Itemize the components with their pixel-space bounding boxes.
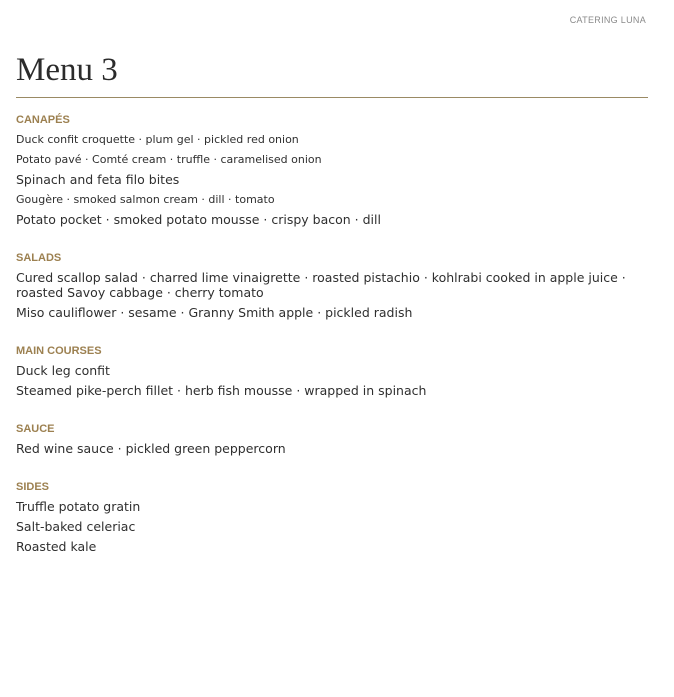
section-sauce	[16, 422, 648, 456]
menu-item: Miso cauliflower · sesame · Granny Smith apple · pickled radish	[16, 305, 413, 320]
section-heading: SIDES	[16, 481, 50, 493]
menu-item: Red wine sauce · pickled green peppercorn	[16, 441, 286, 456]
section-heading: MAIN COURSES	[16, 345, 102, 357]
menu-item: Gougère · smoked salmon cream · dill · tomato	[16, 193, 275, 206]
title-divider	[16, 97, 648, 98]
menu-item: Roasted kale	[16, 539, 97, 554]
menu-sections	[16, 113, 648, 578]
menu-item: Duck leg confit	[16, 363, 110, 378]
section-sides	[16, 480, 648, 554]
section-main-courses	[16, 344, 648, 398]
menu-item: Spinach and feta filo bites	[16, 172, 180, 187]
menu-item: Cured scallop salad · charred lime vinaigrette · roasted pistachio · kohlrabi cooked in apple juice · roasted Savoy cabbage · cherry tomato	[16, 270, 626, 300]
menu-item: Potato pavé · Comté cream · truffle · caramelised onion	[16, 153, 322, 166]
menu-item: Duck confit croquette · plum gel · pickled red onion	[16, 133, 299, 146]
brand-label: CATERING LUNA	[569, 15, 646, 25]
menu-item: Potato pocket · smoked potato mousse · crispy bacon · dill	[16, 212, 381, 227]
section-heading: SALADS	[16, 252, 62, 264]
page-title: Menu 3	[16, 52, 118, 88]
menu-item: Steamed pike-perch fillet · herb fish mousse · wrapped in spinach	[16, 383, 427, 398]
section-heading: SAUCE	[16, 423, 55, 435]
section-salads	[16, 251, 648, 320]
menu-item: Salt-baked celeriac	[16, 519, 136, 534]
section-heading: CANAPÉS	[16, 114, 70, 126]
section-canapes	[16, 113, 648, 227]
menu-item: Truffle potato gratin	[16, 499, 141, 514]
